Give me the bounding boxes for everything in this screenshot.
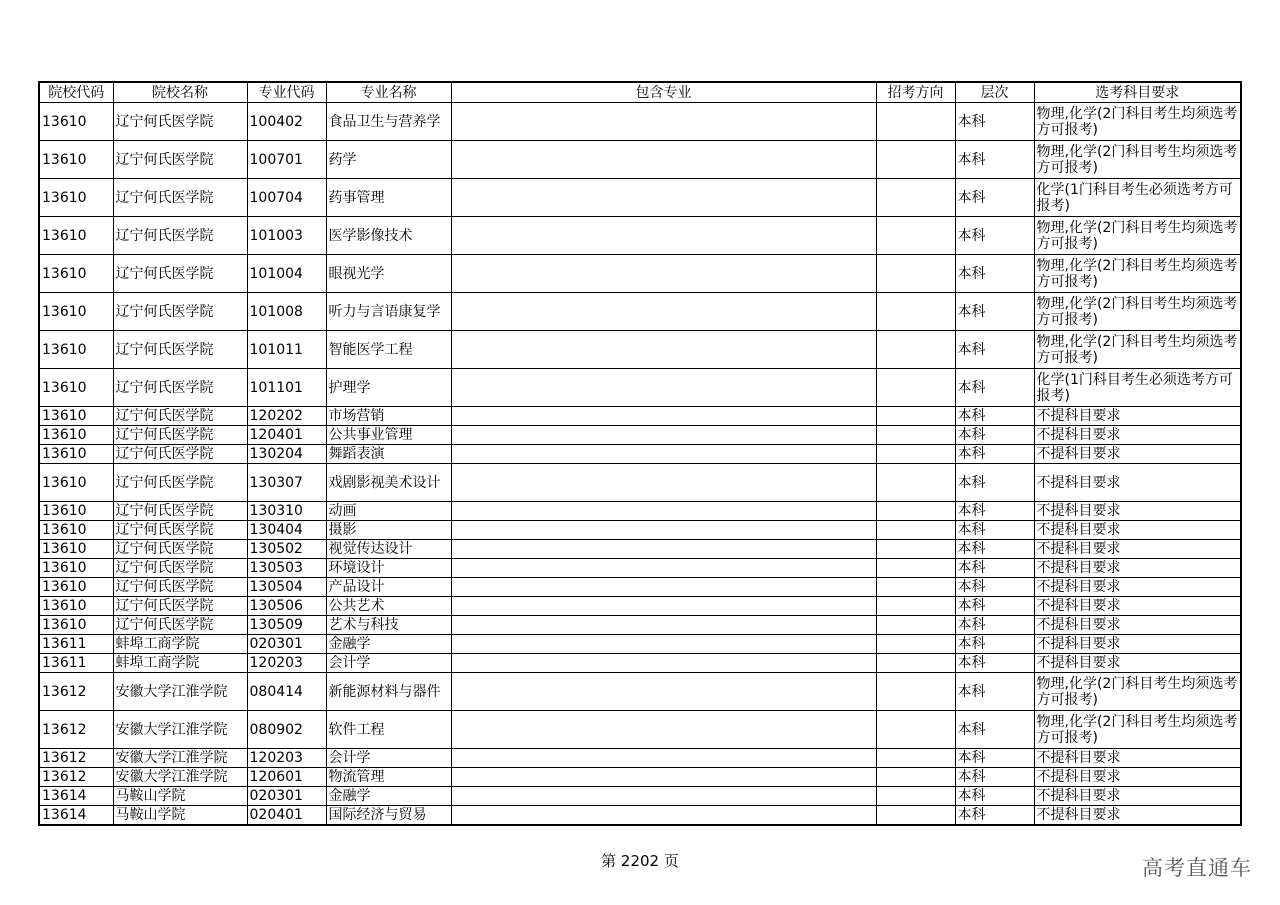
cell-school-name: 蚌埠工商学院 [113,654,247,673]
cell-major-name: 舞蹈表演 [326,445,451,464]
cell-subject-requirement: 不提科目要求 [1034,502,1241,521]
cell-school-name: 马鞍山学院 [113,787,247,806]
cell-major-name: 护理学 [326,369,451,407]
cell-direction [876,768,955,787]
cell-major-code: 020301 [247,635,326,654]
table-row [39,502,1241,521]
cell-major-name: 会计学 [326,749,451,768]
cell-major-code: 101003 [247,217,326,255]
cell-school-code: 13612 [39,749,113,768]
cell-school-name: 安徽大学江淮学院 [113,768,247,787]
cell-direction [876,445,955,464]
header-major-name: 专业名称 [326,82,451,103]
cell-school-code: 13610 [39,103,113,141]
cell-direction [876,749,955,768]
cell-school-code: 13610 [39,597,113,616]
cell-school-code: 13614 [39,806,113,826]
cell-direction [876,806,955,826]
table-row [39,540,1241,559]
cell-included-majors [451,806,876,826]
cell-included-majors [451,141,876,179]
table-row [39,711,1241,749]
cell-included-majors [451,597,876,616]
cell-major-code: 080414 [247,673,326,711]
table-row [39,559,1241,578]
cell-included-majors [451,331,876,369]
cell-level: 本科 [955,331,1034,369]
cell-school-code: 13610 [39,540,113,559]
cell-subject-requirement: 物理,化学(2门科目考生均须选考方可报考) [1034,331,1241,369]
table-row [39,331,1241,369]
header-school-code: 院校代码 [39,82,113,103]
cell-included-majors [451,407,876,426]
table-row [39,521,1241,540]
cell-level: 本科 [955,673,1034,711]
cell-subject-requirement: 不提科目要求 [1034,540,1241,559]
cell-included-majors [451,103,876,141]
admissions-table [38,81,1242,826]
cell-included-majors [451,521,876,540]
table-row [39,616,1241,635]
cell-included-majors [451,426,876,445]
cell-direction [876,616,955,635]
cell-subject-requirement: 不提科目要求 [1034,749,1241,768]
cell-level: 本科 [955,635,1034,654]
cell-school-name: 安徽大学江淮学院 [113,673,247,711]
cell-school-code: 13614 [39,787,113,806]
cell-major-code: 130404 [247,521,326,540]
cell-school-code: 13610 [39,255,113,293]
cell-major-code: 120601 [247,768,326,787]
cell-school-name: 辽宁何氏医学院 [113,521,247,540]
cell-subject-requirement: 化学(1门科目考生必须选考方可报考) [1034,179,1241,217]
cell-level: 本科 [955,578,1034,597]
cell-direction [876,464,955,502]
cell-school-name: 辽宁何氏医学院 [113,616,247,635]
cell-major-code: 130204 [247,445,326,464]
cell-school-code: 13610 [39,616,113,635]
cell-direction [876,293,955,331]
cell-school-name: 辽宁何氏医学院 [113,578,247,597]
cell-direction [876,673,955,711]
cell-subject-requirement: 不提科目要求 [1034,806,1241,826]
cell-major-name: 视觉传达设计 [326,540,451,559]
cell-major-code: 080902 [247,711,326,749]
cell-subject-requirement: 不提科目要求 [1034,787,1241,806]
cell-school-name: 辽宁何氏医学院 [113,179,247,217]
cell-school-name: 安徽大学江淮学院 [113,749,247,768]
cell-included-majors [451,445,876,464]
cell-school-code: 13610 [39,407,113,426]
cell-school-name: 辽宁何氏医学院 [113,369,247,407]
table-row [39,768,1241,787]
cell-subject-requirement: 化学(1门科目考生必须选考方可报考) [1034,369,1241,407]
cell-subject-requirement: 不提科目要求 [1034,521,1241,540]
cell-school-code: 13611 [39,635,113,654]
cell-included-majors [451,749,876,768]
cell-school-code: 13610 [39,502,113,521]
cell-major-code: 100402 [247,103,326,141]
cell-major-name: 金融学 [326,635,451,654]
cell-direction [876,407,955,426]
cell-subject-requirement: 不提科目要求 [1034,445,1241,464]
cell-school-code: 13610 [39,464,113,502]
cell-direction [876,654,955,673]
cell-school-code: 13610 [39,369,113,407]
cell-school-name: 辽宁何氏医学院 [113,407,247,426]
table-row [39,179,1241,217]
table-row [39,255,1241,293]
cell-direction [876,426,955,445]
cell-school-code: 13610 [39,141,113,179]
cell-major-name: 新能源材料与器件 [326,673,451,711]
table-row [39,787,1241,806]
page-number: 第 2202 页 [601,852,679,870]
table-row [39,407,1241,426]
cell-direction [876,635,955,654]
cell-school-name: 辽宁何氏医学院 [113,426,247,445]
cell-major-code: 130503 [247,559,326,578]
cell-major-name: 公共艺术 [326,597,451,616]
cell-level: 本科 [955,426,1034,445]
cell-subject-requirement: 物理,化学(2门科目考生均须选考方可报考) [1034,673,1241,711]
cell-included-majors [451,369,876,407]
cell-level: 本科 [955,540,1034,559]
cell-included-majors [451,787,876,806]
cell-major-code: 100701 [247,141,326,179]
cell-school-name: 辽宁何氏医学院 [113,597,247,616]
cell-included-majors [451,179,876,217]
cell-level: 本科 [955,141,1034,179]
cell-major-code: 101011 [247,331,326,369]
cell-included-majors [451,464,876,502]
table-row [39,749,1241,768]
cell-major-code: 101008 [247,293,326,331]
cell-school-name: 辽宁何氏医学院 [113,103,247,141]
cell-major-name: 戏剧影视美术设计 [326,464,451,502]
cell-major-name: 摄影 [326,521,451,540]
cell-school-name: 蚌埠工商学院 [113,635,247,654]
cell-level: 本科 [955,369,1034,407]
cell-school-name: 辽宁何氏医学院 [113,141,247,179]
table-row [39,103,1241,141]
cell-major-name: 医学影像技术 [326,217,451,255]
table-row [39,217,1241,255]
cell-major-code: 130310 [247,502,326,521]
cell-school-code: 13610 [39,578,113,597]
cell-school-name: 辽宁何氏医学院 [113,502,247,521]
cell-level: 本科 [955,654,1034,673]
cell-major-name: 药事管理 [326,179,451,217]
cell-level: 本科 [955,407,1034,426]
cell-level: 本科 [955,103,1034,141]
table-row [39,635,1241,654]
cell-major-name: 市场营销 [326,407,451,426]
cell-subject-requirement: 不提科目要求 [1034,559,1241,578]
cell-major-name: 国际经济与贸易 [326,806,451,826]
cell-major-code: 130509 [247,616,326,635]
cell-level: 本科 [955,293,1034,331]
cell-school-code: 13610 [39,426,113,445]
cell-subject-requirement: 物理,化学(2门科目考生均须选考方可报考) [1034,711,1241,749]
cell-subject-requirement: 不提科目要求 [1034,768,1241,787]
cell-major-name: 听力与言语康复学 [326,293,451,331]
cell-subject-requirement: 物理,化学(2门科目考生均须选考方可报考) [1034,141,1241,179]
table-row [39,578,1241,597]
cell-major-code: 101101 [247,369,326,407]
cell-major-code: 120202 [247,407,326,426]
cell-school-code: 13610 [39,331,113,369]
cell-major-code: 130307 [247,464,326,502]
cell-school-code: 13612 [39,768,113,787]
cell-school-name: 辽宁何氏医学院 [113,540,247,559]
cell-school-code: 13610 [39,559,113,578]
cell-level: 本科 [955,521,1034,540]
cell-level: 本科 [955,768,1034,787]
cell-included-majors [451,711,876,749]
cell-subject-requirement: 物理,化学(2门科目考生均须选考方可报考) [1034,293,1241,331]
cell-major-name: 动画 [326,502,451,521]
cell-major-name: 环境设计 [326,559,451,578]
cell-major-code: 120401 [247,426,326,445]
cell-included-majors [451,559,876,578]
cell-school-code: 13610 [39,293,113,331]
cell-direction [876,502,955,521]
cell-school-name: 辽宁何氏医学院 [113,445,247,464]
cell-level: 本科 [955,445,1034,464]
table-row [39,141,1241,179]
table-row [39,369,1241,407]
cell-included-majors [451,635,876,654]
cell-included-majors [451,217,876,255]
cell-subject-requirement: 不提科目要求 [1034,578,1241,597]
cell-included-majors [451,540,876,559]
table-row [39,597,1241,616]
cell-school-name: 辽宁何氏医学院 [113,464,247,502]
cell-school-name: 辽宁何氏医学院 [113,217,247,255]
cell-subject-requirement: 物理,化学(2门科目考生均须选考方可报考) [1034,255,1241,293]
cell-direction [876,559,955,578]
table-row [39,426,1241,445]
cell-major-code: 130504 [247,578,326,597]
cell-subject-requirement: 物理,化学(2门科目考生均须选考方可报考) [1034,103,1241,141]
table-row [39,673,1241,711]
cell-level: 本科 [955,711,1034,749]
cell-level: 本科 [955,559,1034,578]
cell-level: 本科 [955,502,1034,521]
cell-level: 本科 [955,217,1034,255]
cell-level: 本科 [955,806,1034,826]
cell-included-majors [451,502,876,521]
cell-direction [876,141,955,179]
header-school-name: 院校名称 [113,82,247,103]
cell-subject-requirement: 不提科目要求 [1034,597,1241,616]
table-header-row [39,82,1241,103]
cell-major-name: 会计学 [326,654,451,673]
table-row [39,293,1241,331]
cell-included-majors [451,616,876,635]
cell-level: 本科 [955,749,1034,768]
cell-included-majors [451,768,876,787]
cell-major-name: 食品卫生与营养学 [326,103,451,141]
cell-school-code: 13610 [39,179,113,217]
header-included-majors: 包含专业 [451,82,876,103]
cell-direction [876,597,955,616]
cell-school-name: 马鞍山学院 [113,806,247,826]
cell-included-majors [451,654,876,673]
cell-major-code: 020301 [247,787,326,806]
cell-subject-requirement: 物理,化学(2门科目考生均须选考方可报考) [1034,217,1241,255]
cell-school-name: 辽宁何氏医学院 [113,331,247,369]
cell-subject-requirement: 不提科目要求 [1034,616,1241,635]
cell-included-majors [451,293,876,331]
cell-school-code: 13610 [39,445,113,464]
header-subject-requirement: 选考科目要求 [1034,82,1241,103]
cell-major-code: 120203 [247,749,326,768]
cell-direction [876,331,955,369]
header-direction: 招考方向 [876,82,955,103]
cell-major-name: 产品设计 [326,578,451,597]
cell-school-code: 13612 [39,673,113,711]
cell-subject-requirement: 不提科目要求 [1034,426,1241,445]
watermark: 高考直通车 [1142,856,1252,880]
cell-major-code: 100704 [247,179,326,217]
header-level: 层次 [955,82,1034,103]
cell-major-name: 智能医学工程 [326,331,451,369]
cell-level: 本科 [955,464,1034,502]
cell-level: 本科 [955,179,1034,217]
cell-level: 本科 [955,787,1034,806]
cell-direction [876,521,955,540]
cell-subject-requirement: 不提科目要求 [1034,464,1241,502]
cell-direction [876,255,955,293]
cell-included-majors [451,673,876,711]
cell-major-name: 物流管理 [326,768,451,787]
cell-major-code: 130502 [247,540,326,559]
cell-direction [876,179,955,217]
cell-major-code: 020401 [247,806,326,826]
cell-school-name: 辽宁何氏医学院 [113,559,247,578]
cell-subject-requirement: 不提科目要求 [1034,407,1241,426]
cell-direction [876,540,955,559]
cell-major-code: 130506 [247,597,326,616]
cell-direction [876,578,955,597]
cell-level: 本科 [955,597,1034,616]
cell-included-majors [451,255,876,293]
cell-direction [876,217,955,255]
cell-school-name: 辽宁何氏医学院 [113,255,247,293]
cell-major-name: 眼视光学 [326,255,451,293]
cell-major-name: 公共事业管理 [326,426,451,445]
cell-direction [876,369,955,407]
cell-school-code: 13610 [39,521,113,540]
table-row [39,464,1241,502]
cell-school-code: 13612 [39,711,113,749]
cell-school-name: 安徽大学江淮学院 [113,711,247,749]
cell-level: 本科 [955,616,1034,635]
cell-subject-requirement: 不提科目要求 [1034,654,1241,673]
cell-subject-requirement: 不提科目要求 [1034,635,1241,654]
cell-major-name: 金融学 [326,787,451,806]
cell-included-majors [451,578,876,597]
cell-major-code: 101004 [247,255,326,293]
cell-school-code: 13611 [39,654,113,673]
cell-level: 本科 [955,255,1034,293]
cell-direction [876,711,955,749]
table-row [39,654,1241,673]
header-major-code: 专业代码 [247,82,326,103]
table-row [39,445,1241,464]
cell-direction [876,787,955,806]
cell-major-name: 药学 [326,141,451,179]
cell-school-name: 辽宁何氏医学院 [113,293,247,331]
cell-direction [876,103,955,141]
table-row [39,806,1241,826]
cell-major-name: 软件工程 [326,711,451,749]
cell-major-code: 120203 [247,654,326,673]
cell-school-code: 13610 [39,217,113,255]
cell-major-name: 艺术与科技 [326,616,451,635]
